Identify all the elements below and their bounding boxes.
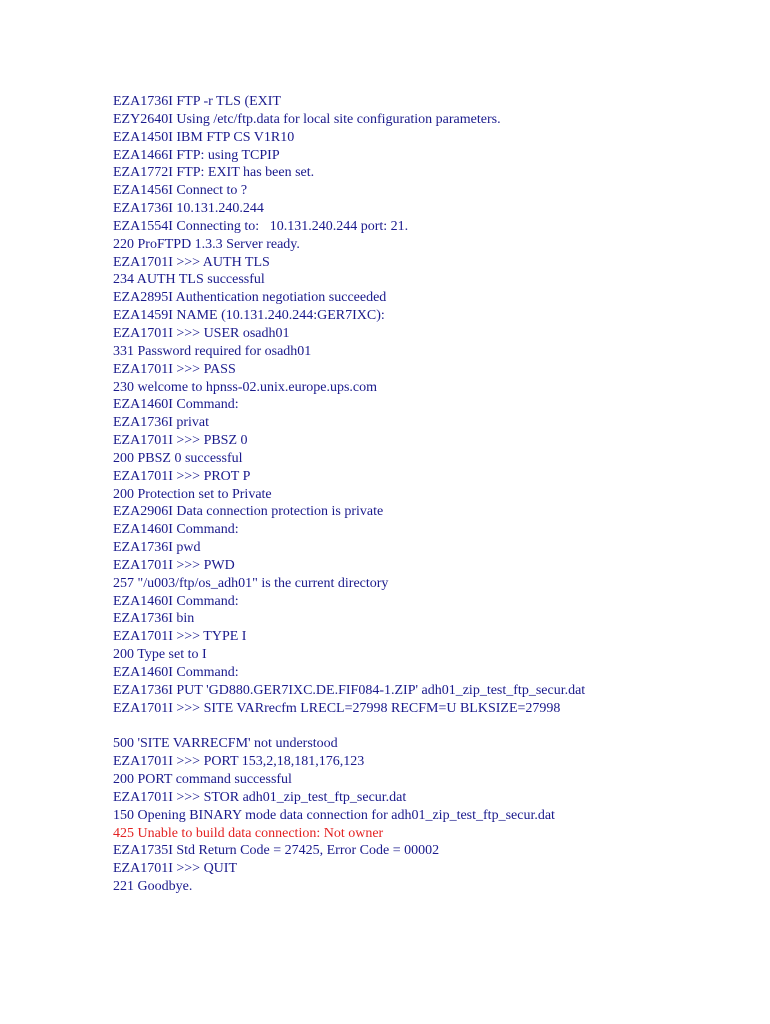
log-line: EZA1701I >>> USER osadh01 xyxy=(113,325,290,341)
blank-line xyxy=(113,718,753,736)
log-line: 500 'SITE VARRECFM' not understood xyxy=(113,736,338,752)
log-line: EZA1772I FTP: EXIT has been set. xyxy=(113,165,315,181)
log-line: EZA1701I >>> PASS xyxy=(113,361,236,377)
log-line: EZA1701I >>> STOR adh01_zip_test_ftp_secur.dat xyxy=(113,789,407,805)
log-line: EZA1736I PUT 'GD880.GER7IXC.DE.FIF084-1.ZIP' adh01_zip_test_ftp_secur.dat xyxy=(113,682,586,698)
log-line: EZA1701I >>> PROT P xyxy=(113,468,251,484)
log-line: EZA1701I >>> PWD xyxy=(113,557,235,573)
log-line: EZA1450I IBM FTP CS V1R10 xyxy=(113,129,295,145)
log-line: EZA1736I bin xyxy=(113,611,195,627)
log-line: EZA2906I Data connection protection is private xyxy=(113,504,384,520)
log-line: EZA1459I NAME (10.131.240.244:GER7IXC): xyxy=(113,308,385,324)
log-line: EZA1736I FTP -r TLS (EXIT xyxy=(113,94,281,109)
error-log-line: 425 Unable to build data connection: Not owner xyxy=(113,825,384,841)
log-line: 234 AUTH TLS successful xyxy=(113,272,265,288)
log-line: EZA1460I Command: xyxy=(113,665,239,680)
log-line: 200 PORT command successful xyxy=(113,772,292,788)
log-line: 200 Protection set to Private xyxy=(113,486,272,502)
log-line: EZA1736I 10.131.240.244 xyxy=(113,201,264,217)
log-line: 200 PBSZ 0 successful xyxy=(113,450,243,466)
log-line: EZA1554I Connecting to: 10.131.240.244 port: 21. xyxy=(113,218,409,234)
log-line: EZA1701I >>> PORT 153,2,18,181,176,123 xyxy=(113,754,365,770)
log-line: 257 "/u003/ftp/os_adh01" is the current directory xyxy=(113,575,389,591)
log-line: EZY2640I Using /etc/ftp.data for local site configuration parameters. xyxy=(113,111,501,127)
log-line: EZA1460I Command: xyxy=(113,397,239,413)
log-line: EZA1701I >>> TYPE I xyxy=(113,629,247,645)
log-line: 200 Type set to I xyxy=(113,647,207,663)
log-line: EZA1456I Connect to ? xyxy=(113,183,248,199)
log-line: 331 Password required for osadh01 xyxy=(113,343,312,359)
log-line: EZA1460I Command: xyxy=(113,593,239,609)
log-line: 221 Goodbye. xyxy=(113,879,193,895)
log-line: EZA1701I >>> SITE VARrecfm LRECL=27998 RECFM=U BLKSIZE=27998 xyxy=(113,700,561,716)
ftp-session-log xyxy=(113,93,753,896)
log-line: 150 Opening BINARY mode data connection for adh01_zip_test_ftp_secur.dat xyxy=(113,807,555,823)
log-line: EZA1701I >>> AUTH TLS xyxy=(113,254,270,270)
log-line: 220 ProFTPD 1.3.3 Server ready. xyxy=(113,236,300,252)
log-line: EZA1466I FTP: using TCPIP xyxy=(113,147,280,163)
log-line: EZA1701I >>> QUIT xyxy=(113,861,237,877)
log-line: EZA1736I privat xyxy=(113,415,210,431)
log-line: 230 welcome to hpnss-02.unix.europe.ups.com xyxy=(113,379,378,395)
log-line: EZA2895I Authentication negotiation succeeded xyxy=(113,290,387,306)
log-line: EZA1735I Std Return Code = 27425, Error Code = 00002 xyxy=(113,843,440,859)
log-line: EZA1736I pwd xyxy=(113,540,201,556)
log-line: EZA1460I Command: xyxy=(113,522,239,538)
log-line: EZA1701I >>> PBSZ 0 xyxy=(113,433,248,449)
